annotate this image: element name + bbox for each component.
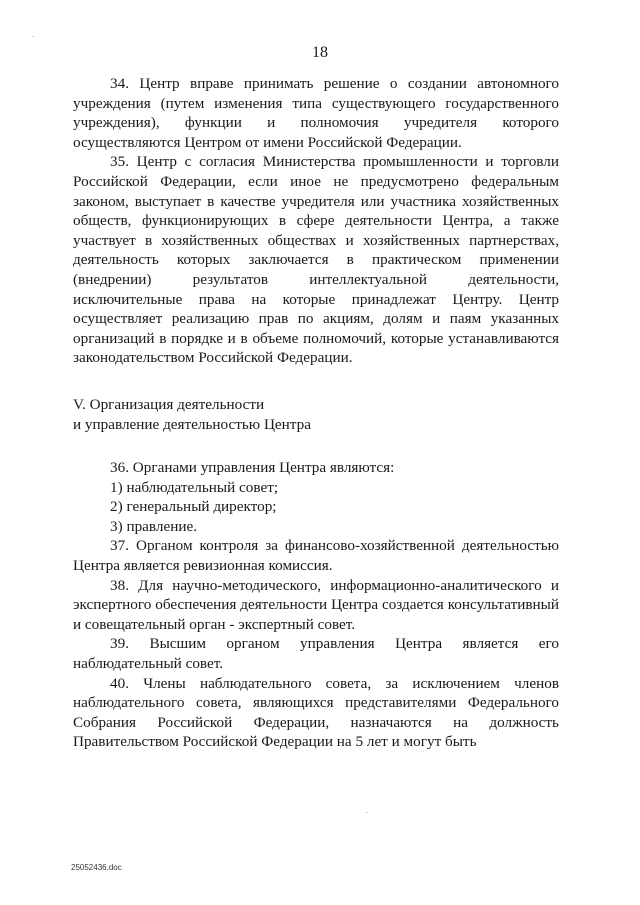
- paragraph-39: 39. Высшим органом управления Центра является его наблюдательный совет.: [73, 635, 559, 673]
- page-number: 18: [312, 44, 328, 61]
- list-item-supervisory-board: 1) наблюдательный совет;: [110, 478, 279, 496]
- list-item-management-board: 3) правление.: [110, 517, 197, 535]
- paragraph-34: 34. Центр вправе принимать решение о создании автономного учреждения (путем изменения типа существующего государственного учреждения), функции и полномочия учредителя которого осуществляются Центром от имени Российской Федерации.: [73, 75, 559, 151]
- paragraph-35: 35. Центр с согласия Министерства промышленности и торговли Российской Федерации, если иное не предусмотрено федеральным законом, выступает в качестве учредителя или участника хозяйственных обществ, функционирующих в сфере деятельности Центра, а также участвует в хозяйственных обществах и хозяйственных партнерствах, деятельность которых заключается в практическом применении (внедрении) результатов интеллектуальной деятельности, исключительные права на которые принадлежат Центру. Центр осуществляет реализацию прав по акциям, долям и паям указанных организаций в порядке и в объеме полномочий, которые устанавливаются законодательством Российской Федерации.: [73, 153, 559, 367]
- paragraph-38: 38. Для научно-методического, информационно-аналитического и экспертного обеспечения деятельности Центра создается консультативный и совещательный орган - экспертный совет.: [73, 576, 559, 633]
- scan-speck: [366, 812, 367, 813]
- paragraph-37: 37. Органом контроля за финансово-хозяйственной деятельностью Центра является ревизионная комиссия.: [73, 537, 559, 575]
- document-body: [73, 74, 559, 752]
- section-heading-line-1: V. Организация деятельности: [73, 395, 265, 413]
- paragraph-36: 36. Органами управления Центра являются:: [110, 459, 395, 477]
- scan-speck: [33, 36, 34, 37]
- section-heading-line-2: и управление деятельностью Центра: [73, 415, 311, 433]
- paragraph-40: 40. Члены наблюдательного совета, за исключением членов наблюдательного совета, являющихся представителями Федерального Собрания Российской Федерации, назначаются на должность Правительством Российской Федерации на 5 лет и могут быть: [73, 674, 559, 751]
- document-file-code: 25052436.doc: [71, 863, 122, 872]
- list-item-general-director: 2) генеральный директор;: [110, 498, 277, 516]
